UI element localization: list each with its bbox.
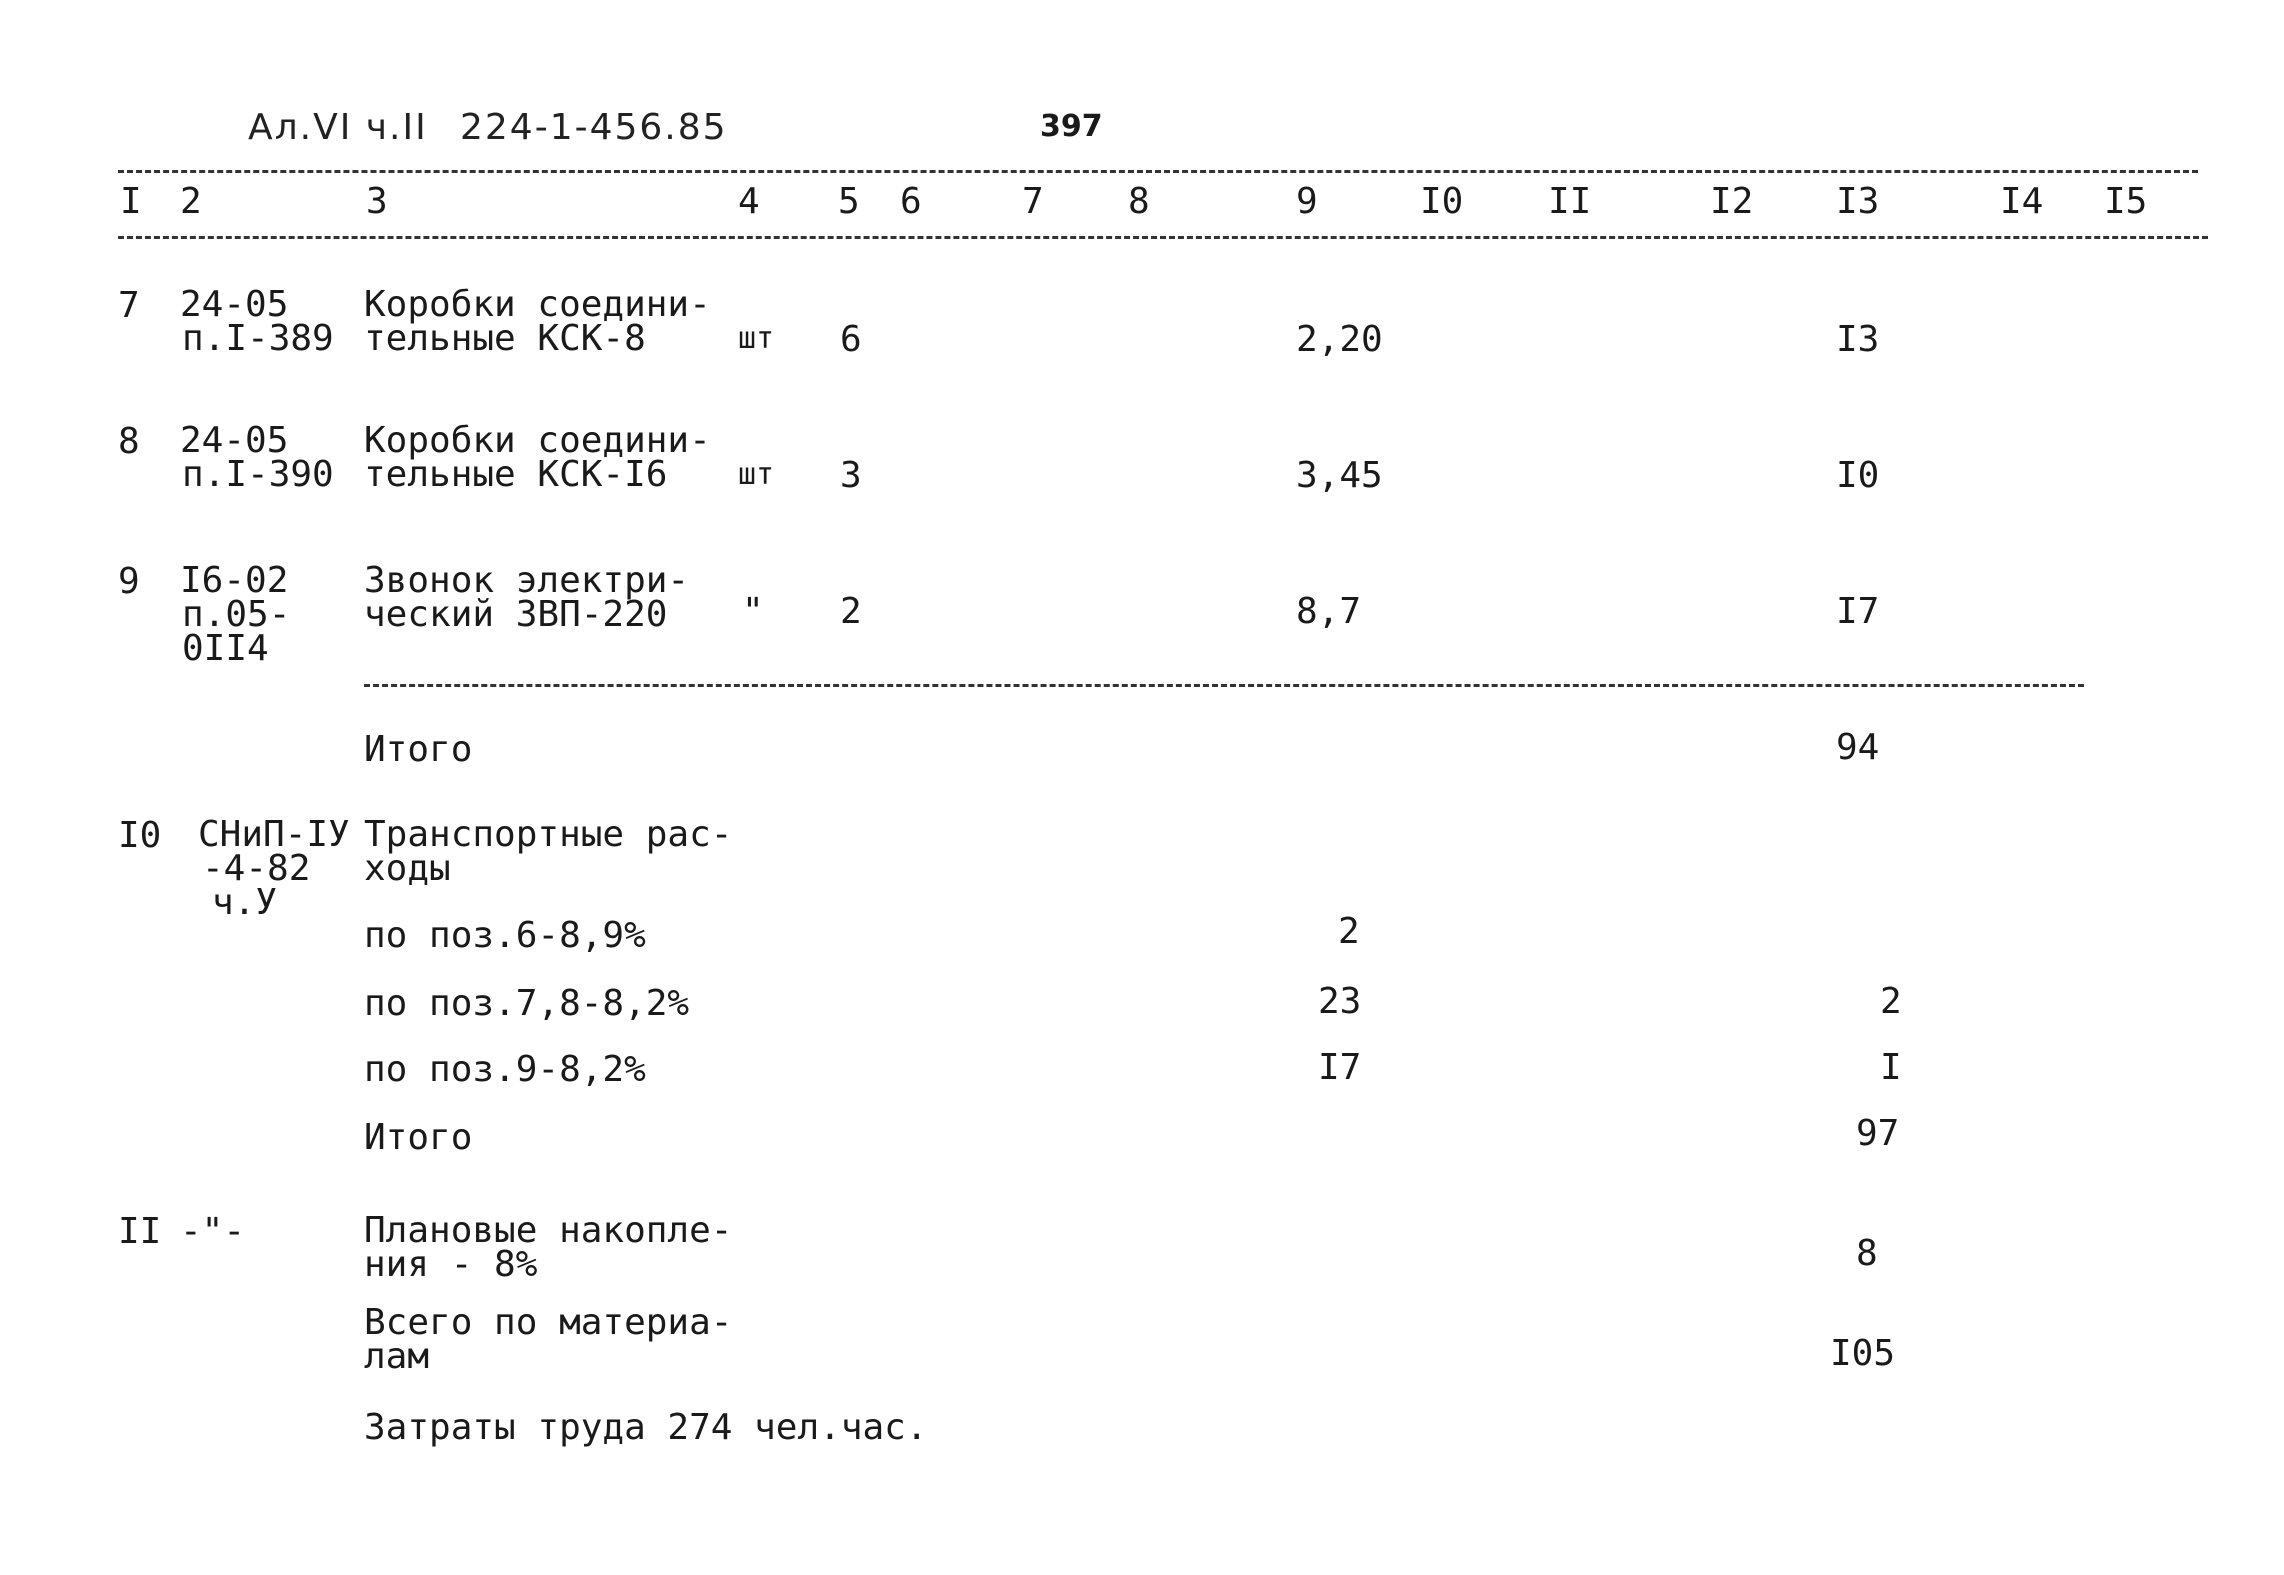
row-qty: 3 <box>840 455 862 496</box>
row-number: 9 <box>118 561 140 602</box>
row-code <box>180 560 291 669</box>
sub-item-col9: 2 <box>1338 911 1360 952</box>
row-code-line: ч.У <box>212 882 278 923</box>
row-code-line: СНиП-IУ <box>198 814 350 855</box>
row-name-line: Коробки соедини- <box>364 284 711 325</box>
row-code-line: 0II4 <box>182 628 269 669</box>
row-name-line: ходы <box>364 848 451 889</box>
row-name <box>364 284 711 359</box>
row-name-line: ния - 8% <box>364 1244 538 1285</box>
row-code-line: п.05- <box>182 594 291 635</box>
header-rule-bottom <box>118 236 2208 239</box>
col-header-12: I2 <box>1710 181 1754 222</box>
sub-item-col9: 23 <box>1318 981 1362 1022</box>
grand-total-label-line: лам <box>364 1336 430 1377</box>
row-code <box>198 814 350 923</box>
row-name-line: Транспортные рас- <box>364 814 733 855</box>
sub-item-label: по поз.7,8-8,2% <box>364 983 690 1024</box>
row-price: 3,45 <box>1296 455 1383 496</box>
row-name <box>364 560 690 635</box>
album-reference: Ал.VI ч.II <box>248 107 428 148</box>
row-name-line: тельные КСК-8 <box>364 318 646 359</box>
row-name-line: Звонок электри- <box>364 560 690 601</box>
col-header-9: 9 <box>1296 181 1318 222</box>
row-code-line: I6-02 <box>180 560 289 601</box>
row-code-line: п.I-389 <box>182 318 334 359</box>
col-header-11: II <box>1548 181 1592 222</box>
col-header-1: I <box>120 181 142 222</box>
row-name-line: Коробки соедини- <box>364 420 711 461</box>
row-price: 2,20 <box>1296 319 1383 360</box>
col-header-10: I0 <box>1420 181 1464 222</box>
sub-item-col13: 2 <box>1880 981 1902 1022</box>
row-code-line: п.I-390 <box>182 454 334 495</box>
row-code-line: -4-82 <box>202 848 311 889</box>
row-total: I0 <box>1836 455 1880 496</box>
sub-item-label: по поз.9-8,2% <box>364 1049 646 1090</box>
row-number: 8 <box>118 421 140 462</box>
col-header-2: 2 <box>180 181 202 222</box>
row-number: 7 <box>118 285 140 326</box>
col-header-8: 8 <box>1128 181 1150 222</box>
subtotal-label: Итого <box>364 729 473 770</box>
row-name-line: ческий ЗВП-220 <box>364 594 668 635</box>
col-header-3: 3 <box>366 181 388 222</box>
row-name-line: тельные КСК-I6 <box>364 454 668 495</box>
col-header-14: I4 <box>2000 181 2044 222</box>
project-code: 224-1-456.85 <box>460 107 728 148</box>
row-name <box>364 420 711 495</box>
row-unit: шт <box>738 457 775 492</box>
col-header-13: I3 <box>1836 181 1880 222</box>
row-name <box>364 1210 733 1285</box>
col-header-5: 5 <box>838 181 860 222</box>
row-code-line: 24-05 <box>180 420 289 461</box>
subtotal-label: Итого <box>364 1117 473 1158</box>
col-header-6: 6 <box>900 181 922 222</box>
page-number: 397 <box>1040 109 1103 144</box>
row-total: I7 <box>1836 591 1880 632</box>
sub-item-label: по поз.6-8,9% <box>364 915 646 956</box>
row-unit: " <box>742 591 764 632</box>
row-qty: 6 <box>840 319 862 360</box>
subtotal-value: 97 <box>1856 1113 1900 1154</box>
grand-total-label <box>364 1302 733 1377</box>
subtotal-rule <box>364 684 2084 687</box>
row-total: 8 <box>1856 1233 1878 1274</box>
row-code <box>180 284 334 359</box>
row-code: -"- <box>180 1211 246 1252</box>
grand-total-value: I05 <box>1830 1333 1896 1374</box>
col-header-7: 7 <box>1022 181 1044 222</box>
row-code <box>180 420 334 495</box>
grand-total-label-line: Всего по материа- <box>364 1302 733 1343</box>
labor-cost-note: Затраты труда 274 чел.час. <box>364 1407 928 1448</box>
header-rule-top <box>118 170 2198 173</box>
col-header-15: I5 <box>2104 181 2148 222</box>
sub-item-col9: I7 <box>1318 1047 1362 1088</box>
row-name-line: Плановые накопле- <box>364 1210 733 1251</box>
row-unit: шт <box>738 321 775 356</box>
row-qty: 2 <box>840 591 862 632</box>
row-number: I0 <box>118 815 162 856</box>
row-name <box>364 814 733 889</box>
col-header-4: 4 <box>738 181 760 222</box>
sub-item-col13: I <box>1880 1047 1902 1088</box>
row-number: II <box>118 1211 162 1252</box>
row-price: 8,7 <box>1296 591 1362 632</box>
subtotal-value: 94 <box>1836 727 1880 768</box>
row-total: I3 <box>1836 319 1880 360</box>
row-code-line: 24-05 <box>180 284 289 325</box>
